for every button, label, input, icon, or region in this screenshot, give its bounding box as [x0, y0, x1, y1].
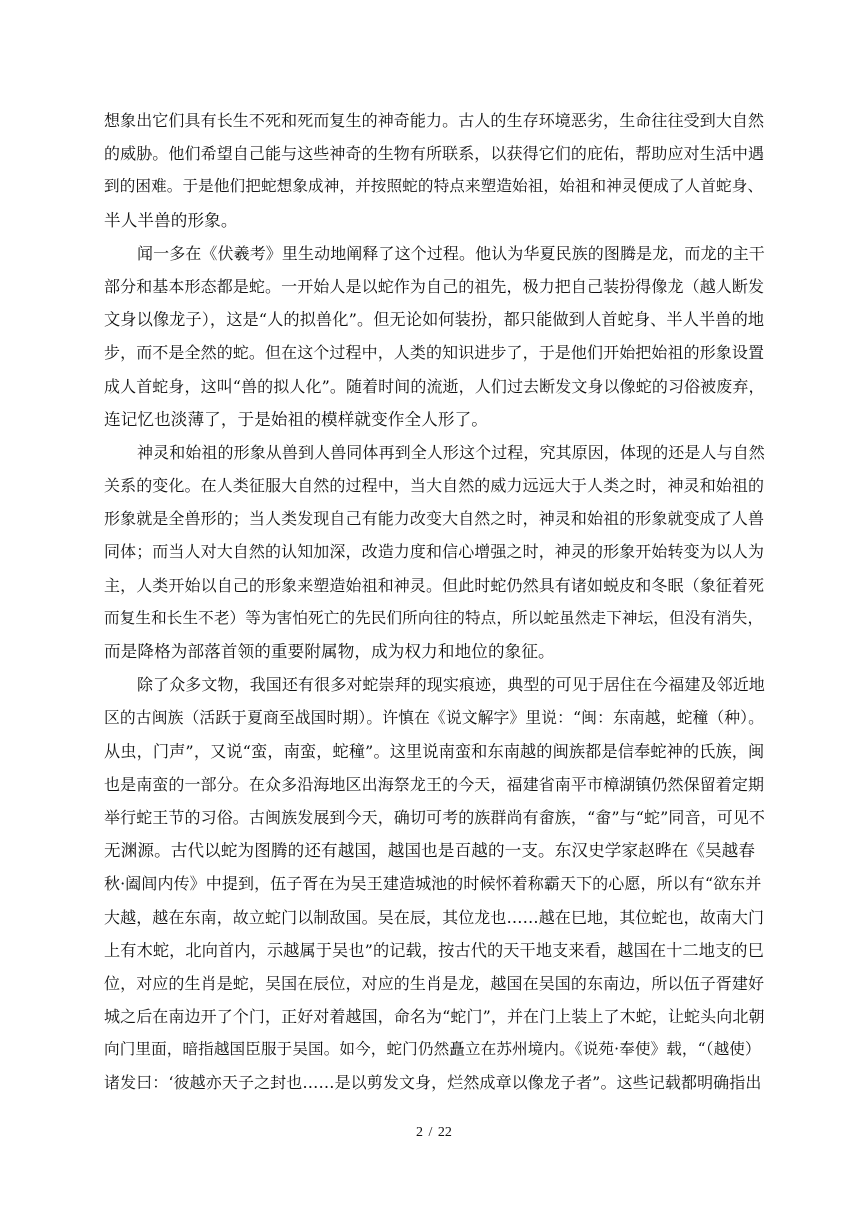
text-line: 形象就是全兽形的；当人类发现自己有能力改变大自然之时，神灵和始祖的形象就变成了人兽 — [104, 509, 765, 529]
text-line: 部分和基本形态都是蛇。一开始人是以蛇作为自己的祖先，极力把自己装扮得像龙（越人断发 — [104, 276, 765, 296]
text-line: 从虫，门声”，又说“蛮，南蛮，蛇穜”。这里说南蛮和东南越的闽族都是信奉蛇神的氏族，闽 — [104, 741, 765, 761]
paragraph-first-line: 神灵和始祖的形象从兽到人兽同体再到全人形这个过程，究其原因，体现的还是人与自然 — [137, 442, 765, 462]
text-line: 同体；而当人对大自然的认知加深，改造力度和信心增强之时，神灵的形象开始转变为以人为 — [104, 542, 765, 562]
text-line: 大越，越在东南，故立蛇门以制敌国。吴在辰，其位龙也……越在巳地，其位蛇也，故南大门 — [104, 907, 765, 927]
paragraph-first-line: 闻一多在《伏羲考》里生动地阐释了这个过程。他认为华夏民族的图腾是龙，而龙的主干 — [137, 243, 765, 263]
text-line: 秋·阖闾内传》中提到，伍子胥在为吴王建造城池的时候怀着称霸天下的心愿，所以有“欲东并 — [104, 874, 762, 894]
text-line: 城之后在南边开了个门，正好对着越国，命名为“蛇门”，并在门上装上了木蛇，让蛇头向北朝 — [104, 1007, 765, 1027]
text-line: 上有木蛇，北向首内，示越属于吴也”的记载，按古代的天干地支来看，越国在十二地支的巳 — [104, 940, 764, 960]
text-line: 无渊源。古代以蛇为图腾的还有越国，越国也是百越的一支。东汉史学家赵晔在《吴越春 — [104, 841, 756, 861]
text-line: 步，而不是全然的蛇。但在这个过程中，人类的知识进步了，于是他们开始把始祖的形象设置 — [104, 343, 765, 363]
text-line: 的威胁。他们希望自己能与这些神奇的生物有所联系，以获得它们的庇佑，帮助应对生活中遇 — [104, 144, 765, 164]
text-line: 想象出它们具有长生不死和死而复生的神奇能力。古人的生存环境恶劣，生命往往受到大自然 — [104, 111, 765, 130]
text-line: 也是南蛮的一部分。在众多沿海地区出海祭龙王的今天，福建省南平市樟湖镇仍然保留着定期 — [104, 774, 765, 794]
text-line: 主，人类开始以自己的形象来塑造始祖和神灵。但此时蛇仍然具有诸如蜕皮和冬眠（象征着死 — [104, 575, 765, 595]
paragraph-first-line: 除了众多文物，我国还有很多对蛇崇拜的现实痕迹，典型的可见于居住在今福建及邻近地 — [137, 675, 765, 695]
document-body — [104, 104, 766, 1100]
text-line: 连记忆也淡薄了，于是始祖的模样就变作全人形了。 — [104, 409, 488, 429]
text-line: 位，对应的生肖是蛇，吴国在辰位，对应的生肖是龙，越国在吴国的东南边，所以伍子胥建好 — [104, 973, 765, 993]
text-line: 而是降格为部落首领的重要附属物，成为权力和地位的象征。 — [104, 642, 555, 661]
text-line: 半人半兽的形象。 — [104, 210, 238, 230]
text-line: 成人首蛇身，这叫“兽的拟人化”。随着时间的流逝，人们过去断发文身以像蛇的习俗被废弃， — [104, 376, 765, 396]
text-line: 到的困难。于是他们把蛇想象成神，并按照蛇的特点来塑造始祖，始祖和神灵便成了人首蛇身、 — [104, 177, 764, 196]
text-line: 向门里面，暗指越国臣服于吴国。如今，蛇门仍然矗立在苏州境内。《说苑·奉使》载，“（越使） — [104, 1040, 761, 1059]
text-line: 而复生和长生不老）等为害怕死亡的先民们所向往的特点，所以蛇虽然走下神坛，但没有消失， — [104, 608, 764, 627]
text-line: 区的古闽族（活跃于夏商至战国时期）。许慎在《说文解字》里说：“闽：东南越，蛇穜（种）。 — [104, 708, 765, 728]
text-line: 举行蛇王节的习俗。古闽族发展到今天，确切可考的族群尚有畲族，“畲”与“蛇”同音，可见不 — [104, 807, 766, 827]
page-number: 2 / 22 — [416, 1125, 452, 1140]
text-line: 关系的变化。在人类征服大自然的过程中，当大自然的威力远远大于人类之时，神灵和始祖的 — [104, 476, 765, 496]
text-line: 诸发曰：‘彼越亦天子之封也……是以剪发文身，烂然成章以像龙子者”。这些记载都明确指出 — [104, 1073, 762, 1093]
text-line: 文身以像龙子），这是“人的拟兽化”。但无论如何装扮，都只能做到人首蛇身、半人半兽的地 — [104, 310, 765, 330]
